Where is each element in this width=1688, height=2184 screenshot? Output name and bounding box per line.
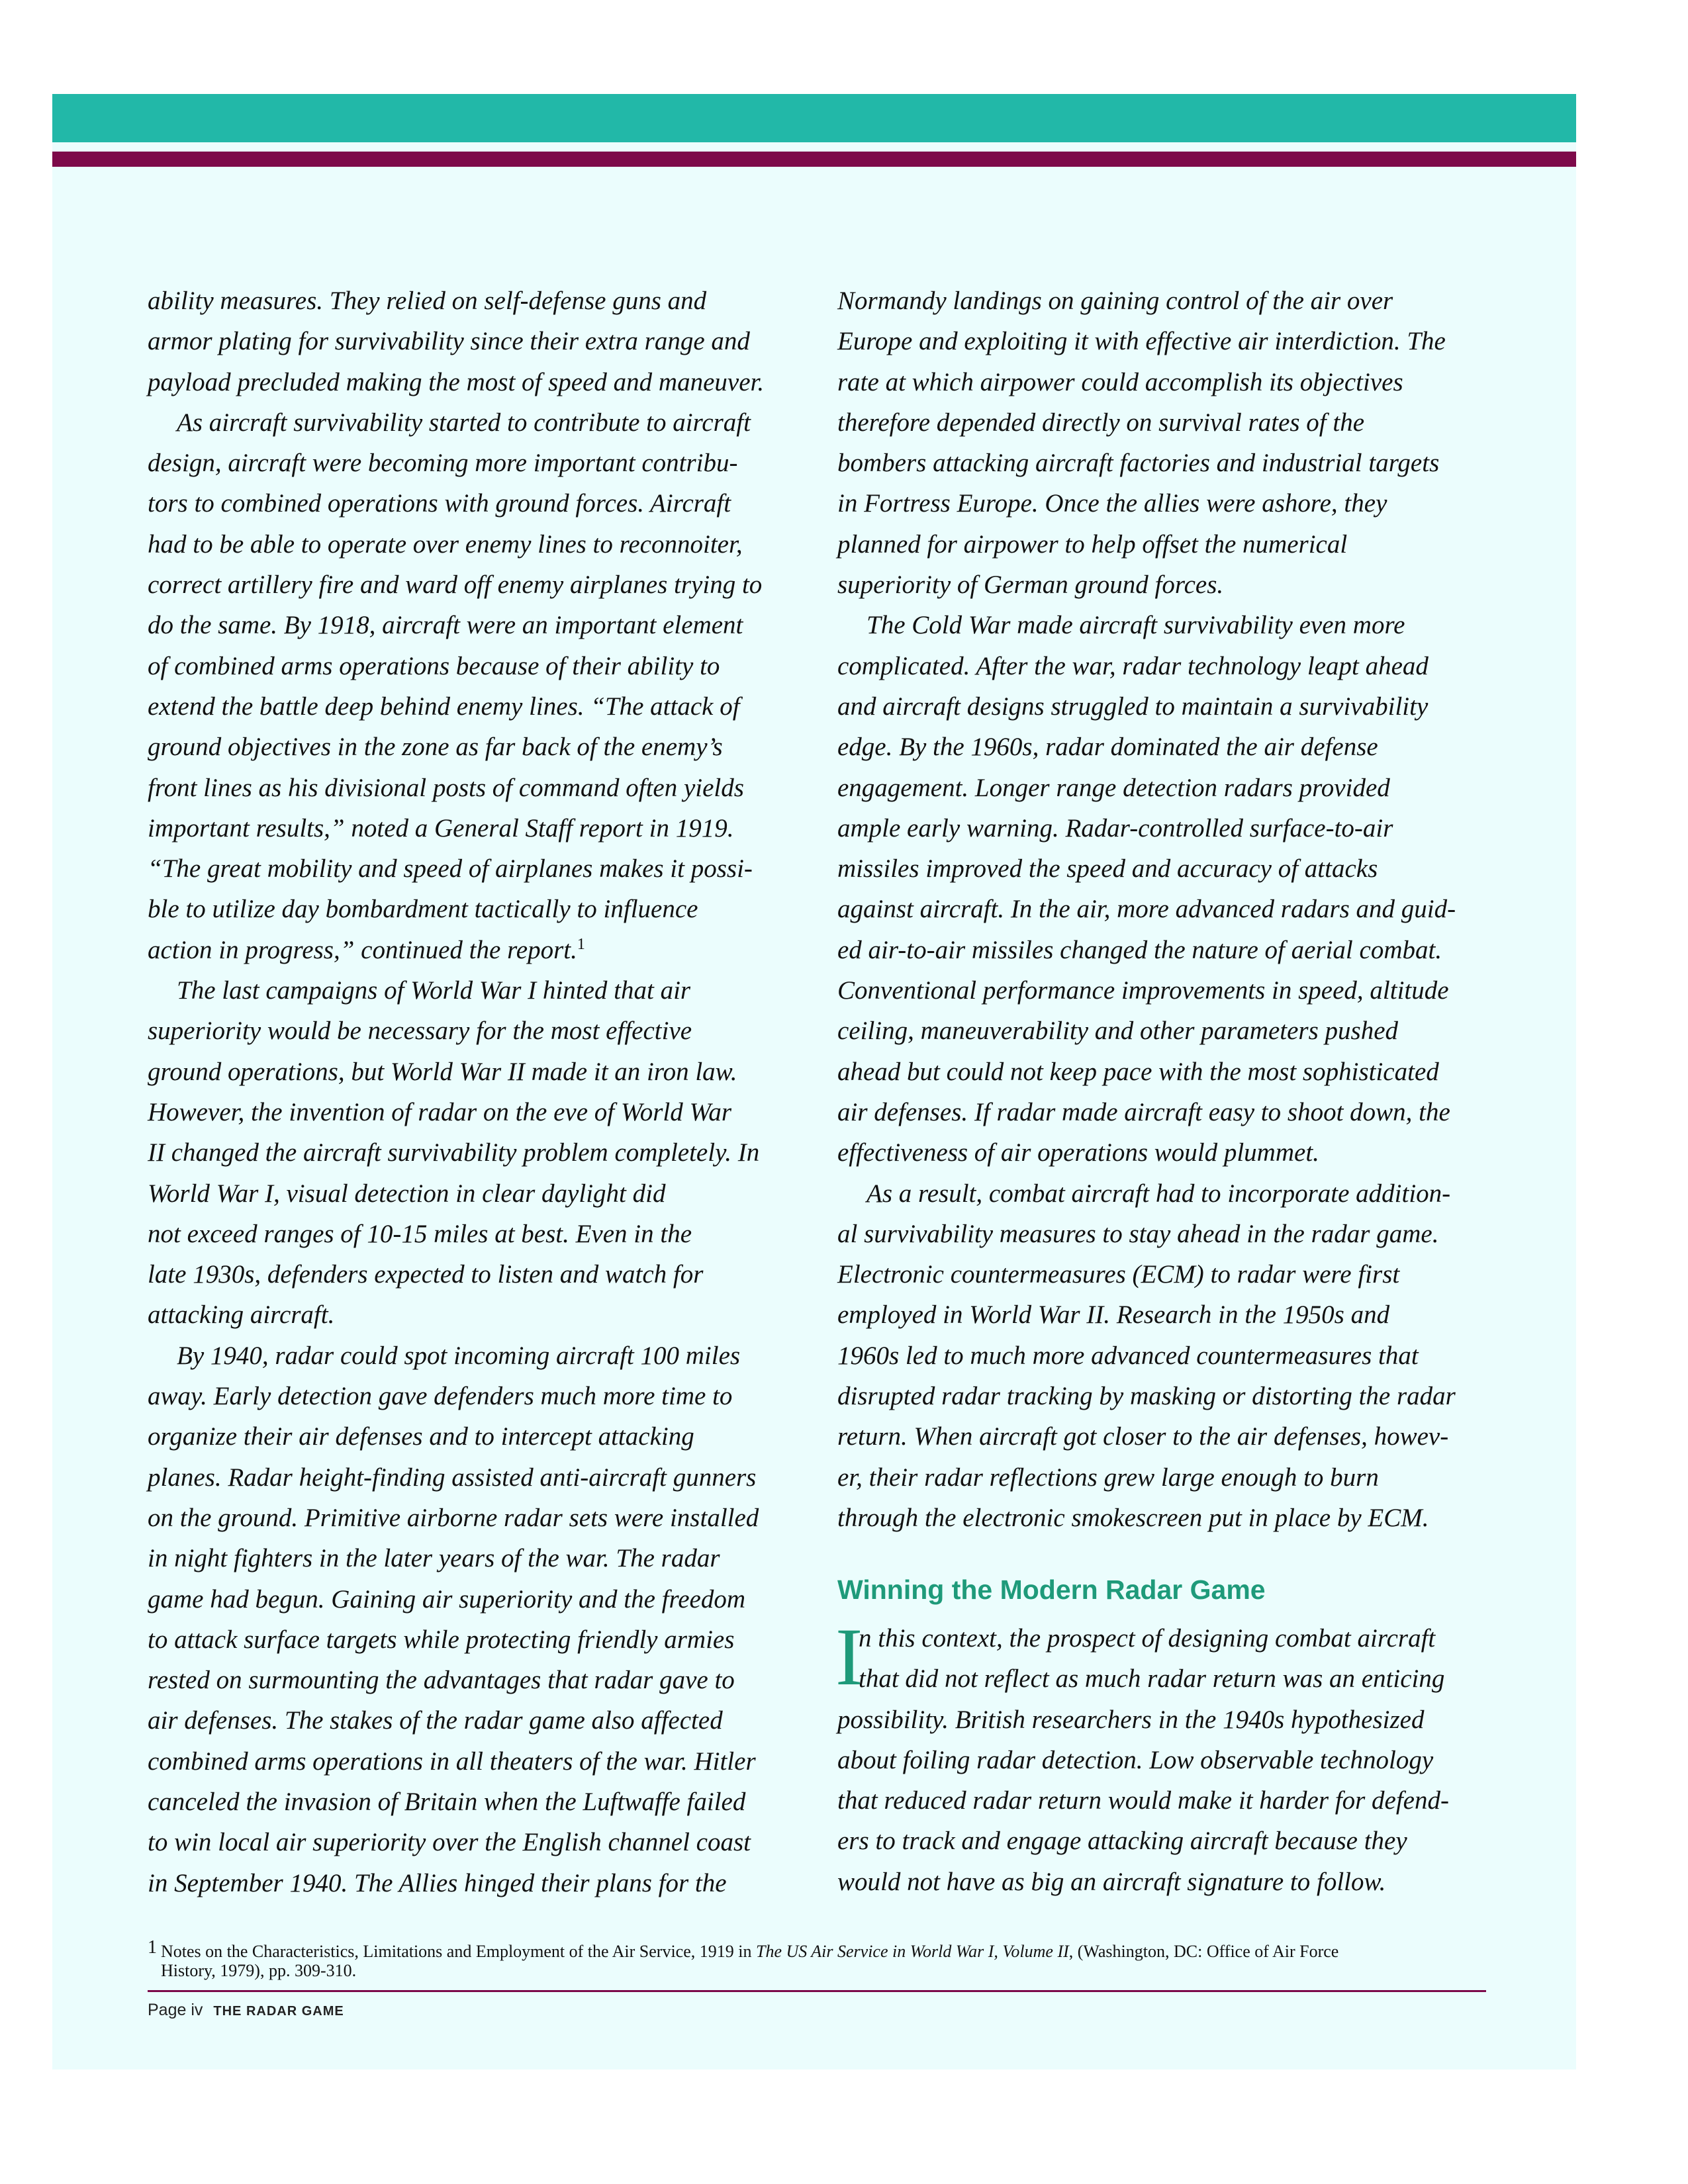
text-line-content: canceled the invasion of Britain when the Luftwaffe failed	[148, 1787, 746, 1816]
text-line	[148, 1538, 790, 1578]
text-line-content: er, their radar reflections grew large enough to burn	[837, 1463, 1379, 1492]
text-line	[837, 1862, 1486, 1902]
text-line-content: n this context, the prospect of designing combat aircraft	[859, 1624, 1436, 1653]
text-line-content: correct artillery fire and ward off enemy airplanes trying to	[148, 570, 763, 600]
text-line-content: missiles improved the speed and accuracy of attacks	[837, 854, 1378, 884]
text-line	[837, 1618, 1486, 1659]
text-line	[837, 889, 1486, 929]
text-line	[148, 1336, 790, 1376]
text-line	[148, 565, 790, 605]
text-line-content: superiority of German ground forces.	[837, 570, 1224, 600]
text-line	[837, 1740, 1486, 1780]
text-line	[837, 1780, 1486, 1821]
text-line-content: rate at which airpower could accomplish its objectives	[837, 367, 1403, 396]
text-line	[837, 321, 1486, 361]
text-line-content: ability measures. They relied on self-defense guns and	[148, 287, 707, 315]
text-line	[837, 727, 1486, 767]
text-line	[837, 524, 1486, 565]
header-teal-bar	[52, 94, 1576, 142]
text-line-content: would not have as big an aircraft signature to follow.	[837, 1867, 1386, 1896]
text-line-content: air defenses. The stakes of the radar game also affected	[148, 1706, 723, 1735]
text-line-content: return. When aircraft got closer to the air defenses, howev-	[837, 1422, 1449, 1451]
text-line-content: ground objectives in the zone as far back of the enemy’s	[148, 733, 723, 762]
text-line	[148, 1822, 790, 1862]
text-line	[148, 889, 790, 929]
text-line-content: planes. Radar height-finding assisted anti-aircraft gunners	[148, 1463, 757, 1492]
text-line-content: planned for airpower to help offset the numerical	[837, 529, 1348, 559]
text-line	[837, 1254, 1486, 1295]
text-line-content: do the same. By 1918, aircraft were an important element	[148, 611, 743, 640]
text-line	[148, 930, 790, 970]
text-line-content: important results,” noted a General Staff report in 1919.	[148, 813, 734, 842]
right-column	[837, 281, 1486, 1538]
text-line	[837, 1173, 1486, 1214]
text-line	[148, 1782, 790, 1822]
text-line	[148, 1700, 790, 1741]
text-line-content: bombers attacking aircraft factories and industrial targets	[837, 449, 1440, 478]
left-column	[148, 281, 790, 1903]
section-body	[835, 1612, 1486, 1902]
text-line-content: superiority would be necessary for the most effective	[148, 1017, 692, 1046]
text-line	[837, 646, 1486, 686]
text-line	[148, 281, 790, 321]
text-line-content: Normandy landings on gaining control of the air over	[837, 287, 1393, 315]
text-line	[837, 1498, 1486, 1538]
text-line-content: extend the battle deep behind enemy lines. “The attack of	[148, 692, 740, 721]
text-line-content: As a result, combat aircraft had to incorporate addition-	[867, 1179, 1451, 1208]
text-line-content: ample early warning. Radar-controlled surface-to-air	[837, 813, 1393, 842]
text-line	[148, 483, 790, 523]
text-line	[148, 1011, 790, 1051]
page-number: Page iv	[148, 2001, 203, 2019]
text-line-content: organize their air defenses and to intercept attacking	[148, 1422, 694, 1451]
text-line-content: The last campaigns of World War I hinted that air	[177, 976, 691, 1005]
text-line-content: World War I, visual detection in clear daylight did	[148, 1179, 666, 1208]
text-line-content: in September 1940. The Allies hinged their plans for the	[148, 1868, 727, 1897]
text-line-content: to win local air superiority over the English channel coast	[148, 1828, 751, 1857]
text-line-content: away. Early detection gave defenders much more time to	[148, 1382, 733, 1411]
text-line-content: rested on surmounting the advantages that radar gave to	[148, 1666, 735, 1695]
text-line	[148, 646, 790, 686]
text-line	[837, 1376, 1486, 1416]
text-line	[148, 402, 790, 443]
footnote-text: Notes on the Characteristics, Limitations and Employment of the Air Service, 1919 in	[161, 1942, 756, 1961]
text-line-content: attacking aircraft.	[148, 1300, 335, 1330]
text-line	[837, 281, 1486, 321]
text-line-content: had to be able to operate over enemy lines to reconnoiter,	[148, 529, 743, 559]
text-line	[148, 443, 790, 483]
text-line-content: ground operations, but World War II made it an iron law.	[148, 1057, 737, 1086]
text-line-content: armor plating for survivability since their extra range and	[148, 327, 750, 356]
text-line-content: ahead but could not keep pace with the most sophisticated	[837, 1057, 1439, 1086]
footnote	[148, 1937, 1491, 1980]
text-line	[148, 1863, 790, 1903]
text-line	[837, 605, 1486, 645]
text-line	[837, 768, 1486, 808]
text-line	[148, 808, 790, 848]
text-line	[837, 1011, 1486, 1051]
text-line-content: late 1930s, defenders expected to listen and watch for	[148, 1260, 704, 1289]
text-line-content: ers to track and engage attacking aircraft because they	[837, 1827, 1407, 1856]
text-line	[148, 1214, 790, 1254]
text-line-content: tors to combined operations with ground forces. Aircraft	[148, 489, 731, 518]
text-line	[837, 1092, 1486, 1132]
text-line	[148, 1457, 790, 1498]
text-line	[148, 1660, 790, 1700]
text-line-content: game had begun. Gaining air superiority and the freedom	[148, 1584, 746, 1614]
text-line-content: ed air-to-air missiles changed the nature of aerial combat.	[837, 935, 1442, 964]
text-line	[837, 970, 1486, 1011]
text-line-content: therefore depended directly on survival rates of the	[837, 408, 1365, 437]
text-line-content: Conventional performance improvements in speed, altitude	[837, 976, 1449, 1005]
footer-rule	[148, 1990, 1486, 1992]
text-line	[837, 565, 1486, 605]
text-line-content: As aircraft survivability started to contribute to aircraft	[177, 408, 751, 437]
text-line-content: that reduced radar return would make it harder for defend-	[837, 1786, 1449, 1815]
text-line-content: not exceed ranges of 10-15 miles at best. Even in the	[148, 1219, 692, 1248]
text-line	[837, 1214, 1486, 1254]
text-line	[837, 686, 1486, 727]
text-line-content: By 1940, radar could spot incoming aircraft 100 miles	[177, 1341, 741, 1370]
text-line	[148, 1741, 790, 1782]
text-line-content: possibility. British researchers in the 1940s hypothesized	[837, 1705, 1425, 1734]
text-line	[148, 362, 790, 402]
page-footer	[148, 2000, 344, 2023]
text-line-content: air defenses. If radar made aircraft easy to shoot down, the	[837, 1097, 1450, 1126]
text-line-content: employed in World War II. Research in the 1950s and	[837, 1300, 1390, 1330]
text-line-content: al survivability measures to stay ahead in the radar game.	[837, 1219, 1439, 1248]
text-line-content: II changed the aircraft survivability problem completely. In	[148, 1138, 760, 1167]
text-line-content: Europe and exploiting it with effective air interdiction. The	[837, 327, 1446, 356]
text-line	[837, 483, 1486, 523]
footnote-text-after: , (Washington, DC: Office of Air Force	[1068, 1942, 1339, 1961]
section-heading: Winning the Modern Radar Game	[837, 1574, 1266, 1605]
text-line-content: engagement. Longer range detection radars provided	[837, 773, 1390, 802]
text-line	[148, 321, 790, 361]
text-line	[837, 1457, 1486, 1498]
text-line	[148, 848, 790, 889]
text-line-content: 1960s led to much more advanced countermeasures that	[837, 1341, 1419, 1370]
text-line	[148, 1376, 790, 1416]
text-line	[148, 524, 790, 565]
drop-cap: I	[835, 1612, 863, 1702]
text-line-content: in Fortress Europe. Once the allies were ashore, they	[837, 489, 1387, 518]
text-line-content: ceiling, maneuverability and other parameters pushed	[837, 1017, 1399, 1046]
text-line	[148, 1579, 790, 1619]
text-line-content: that did not reflect as much radar return was an enticing	[859, 1664, 1445, 1694]
text-line-content: combined arms operations in all theaters of the war. Hitler	[148, 1747, 756, 1776]
footnote-source-title: The US Air Service in World War I, Volume II	[755, 1942, 1069, 1961]
text-line	[148, 1498, 790, 1538]
text-line-content: through the electronic smokescreen put in place by ECM.	[837, 1503, 1429, 1532]
text-line-content: However, the invention of radar on the eve of World War	[148, 1097, 732, 1126]
text-line	[148, 1173, 790, 1214]
text-line	[148, 1052, 790, 1092]
text-line	[837, 1132, 1486, 1173]
text-line	[148, 605, 790, 645]
text-line	[837, 1336, 1486, 1376]
text-line	[837, 443, 1486, 483]
text-line	[148, 1254, 790, 1295]
text-line	[148, 768, 790, 808]
header-maroon-bar	[52, 152, 1576, 167]
text-line-content: design, aircraft were becoming more important contribu-	[148, 449, 738, 478]
text-line	[148, 1619, 790, 1660]
text-line	[837, 402, 1486, 443]
text-line-content: Electronic countermeasures (ECM) to radar were first	[837, 1260, 1400, 1289]
text-line	[837, 1821, 1486, 1861]
text-line	[837, 930, 1486, 970]
text-line	[837, 848, 1486, 889]
text-line-content: front lines as his divisional posts of command often yields	[148, 773, 744, 802]
footnote-reference[interactable]: 1	[577, 935, 585, 953]
text-line	[148, 1416, 790, 1457]
text-line	[148, 1132, 790, 1173]
text-line-content: and aircraft designs struggled to maintain a survivability	[837, 692, 1429, 721]
text-line-content: edge. By the 1960s, radar dominated the air defense	[837, 733, 1378, 762]
text-line-content: complicated. After the war, radar technology leapt ahead	[837, 651, 1429, 680]
footnote-line-2: History, 1979), pp. 309-310.	[161, 1961, 357, 1980]
text-line-content: on the ground. Primitive airborne radar sets were installed	[148, 1503, 759, 1532]
text-line-content: in night fighters in the later years of the war. The radar	[148, 1544, 720, 1573]
text-line	[148, 1092, 790, 1132]
text-line-content: “The great mobility and speed of airplanes makes it possi-	[148, 854, 753, 884]
text-line	[837, 362, 1486, 402]
text-line-content: of combined arms operations because of their ability to	[148, 651, 720, 680]
footnote-number: 1	[148, 1937, 157, 1958]
publication-title: THE RADAR GAME	[213, 2004, 344, 2019]
text-line	[148, 686, 790, 727]
text-line	[148, 970, 790, 1011]
text-line-content: against aircraft. In the air, more advanced radars and guid-	[837, 895, 1456, 924]
text-line-content: to attack surface targets while protecting friendly armies	[148, 1625, 735, 1654]
text-line	[837, 1295, 1486, 1335]
text-line-content: about foiling radar detection. Low observable technology	[837, 1745, 1434, 1774]
text-line-content: payload precluded making the most of speed and maneuver.	[148, 367, 765, 396]
text-line	[837, 1659, 1486, 1699]
text-line-content: action in progress,” continued the report.	[148, 935, 577, 964]
text-line	[837, 808, 1486, 848]
text-line-content: disrupted radar tracking by masking or distorting the radar	[837, 1382, 1456, 1411]
text-line-content: effectiveness of air operations would plummet.	[837, 1138, 1319, 1167]
text-line	[837, 1700, 1486, 1740]
text-line	[837, 1416, 1486, 1457]
text-line-content: ble to utilize day bombardment tactically to influence	[148, 895, 698, 924]
text-line	[837, 1052, 1486, 1092]
text-line	[148, 1295, 790, 1335]
text-line	[148, 727, 790, 767]
text-line-content: The Cold War made aircraft survivability even more	[867, 611, 1405, 640]
